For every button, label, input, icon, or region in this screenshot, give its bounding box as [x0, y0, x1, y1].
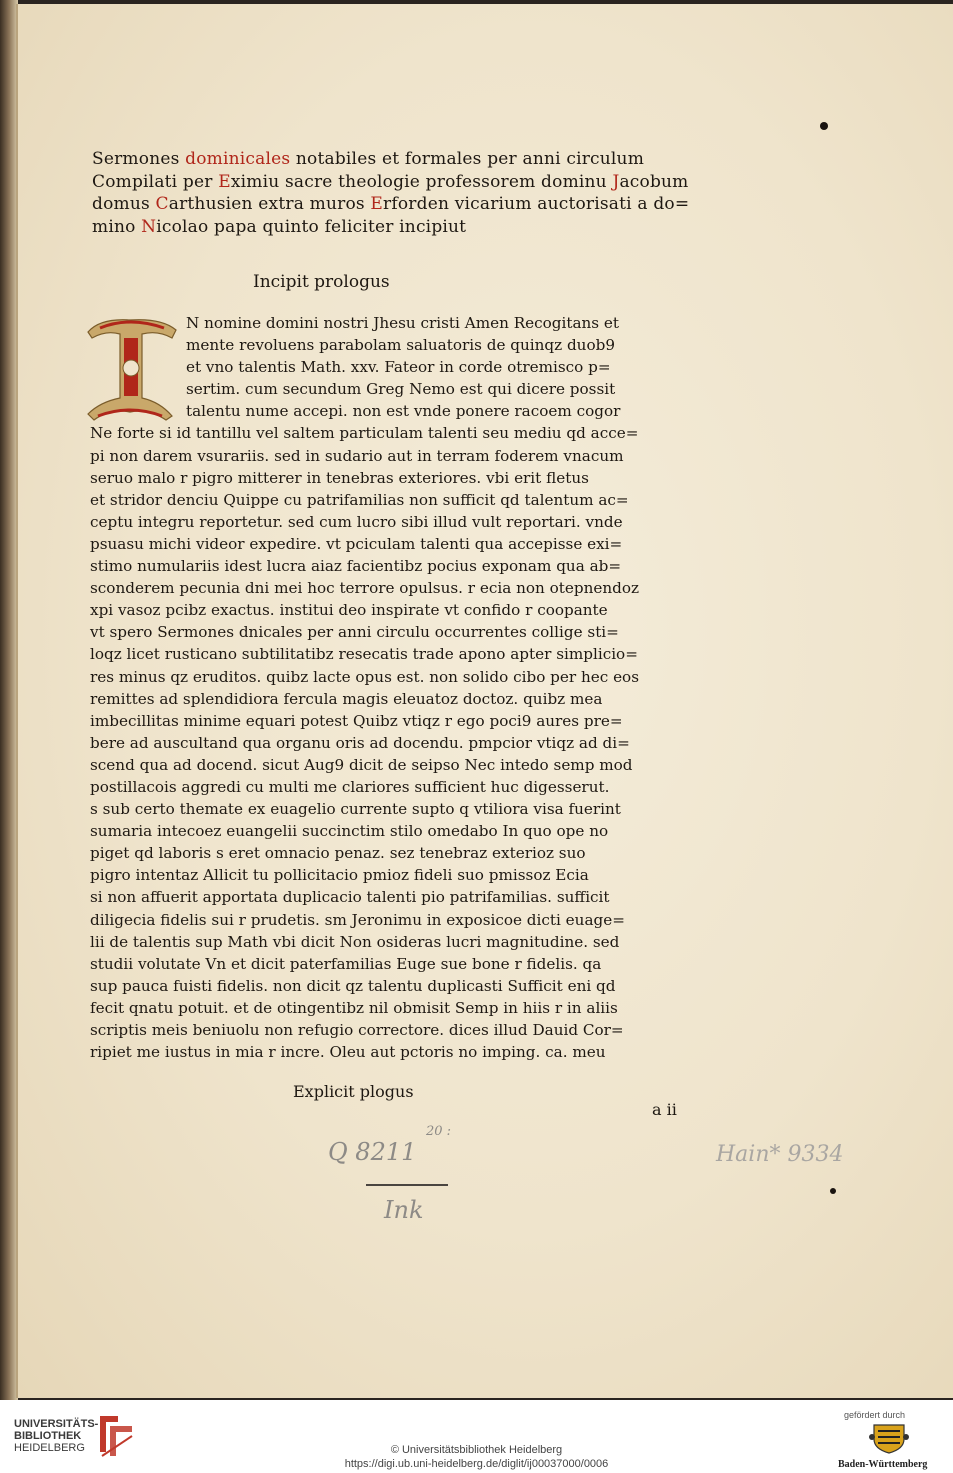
rubric-segment: E — [370, 194, 384, 214]
rubric-segment: acobum — [619, 171, 689, 192]
text-line: loqz licet rusticano subtilitatibz resecatis trade apono apter simplicio= — [90, 645, 638, 664]
text-line: res minus qz eruditos. quibz lacte opus est. non solido cibo per hec eos — [90, 667, 639, 686]
signature-mark: a ii — [652, 1100, 677, 1119]
text-line: stimo numulariis idest lucra aiaz facientibz pocius exponam qua ab= — [90, 557, 622, 576]
rubric-segment: icolao papa quinto feliciter incipiut — [156, 216, 467, 237]
text-line: sconderem pecunia dni mei hoc terrore opulsus. r ecia non otepnendoz — [90, 579, 640, 598]
ink-spot — [830, 1188, 836, 1194]
rubric-line — [92, 148, 712, 171]
text-line: imbecillitas minime equari potest Quibz vtiqz r ego poci9 aures pre= — [90, 711, 623, 730]
text-line: scend qua ad docend. sicut Aug9 dicit de seipso Nec intedo semp mod — [90, 755, 633, 774]
permalink-url[interactable]: https://digi.ub.uni-heidelberg.de/diglit/ij00037000/0006 — [344, 1458, 609, 1470]
logo-line-1: UNIVERSITÄTS- — [14, 1418, 99, 1430]
text-line: sertim. cum secundum Greg Nemo est qui dicere possit — [186, 380, 616, 399]
text-line: postillacois aggredi cu multi me clariores sufficient huc digesserut. — [90, 777, 610, 796]
text-line: ripiet me iustus in mia r incre. Oleu aut pctoris no imping. ca. meu — [90, 1043, 606, 1062]
text-line: pi non darem vsurariis. sed in sudario aut in terram foderem vnacum — [90, 446, 624, 465]
text-line: si non affuerit apportata duplicacio talenti pio patrifamilias. sufficit — [90, 888, 610, 907]
sponsor-label: gefördert durch — [844, 1410, 906, 1420]
rubric-segment: Sermones — [92, 149, 186, 169]
rubric-segment: C — [155, 194, 169, 214]
text-line: s sub certo themate ex euagelio currente supto q vtiliora visa fuerint — [90, 800, 621, 819]
text-line: talentu nume accepi. non est vnde ponere racoem cogor — [186, 402, 621, 421]
text-line: fecit qnatu potuit. et de otingentibz nil obmisit Semp in hiis r in aliis — [90, 998, 618, 1017]
logo-line-2: BIBLIOTHEK — [14, 1430, 82, 1442]
rubric-segment: Compilati per — [92, 171, 219, 192]
rubric-segment: N — [141, 216, 157, 237]
text-line: N nomine domini nostri Jhesu cristi Amen Recogitans et — [186, 314, 619, 332]
text-line: piget qd laboris s eret omnacio penaz. sez tenebraz exterioz suo — [90, 844, 586, 863]
text-line: studii volutate Vn et dicit paterfamilias Euge sue bone r fidelis. qa — [90, 954, 602, 973]
text-line: et stridor denciu Quippe cu patrifamilias non sufficit qd talentum ac= — [90, 490, 629, 509]
pencil-initials: Ink — [384, 1196, 424, 1224]
text-line: diligecia fidelis sui r prudetis. sm Jeronimu in exposicoe dicti euage= — [90, 910, 625, 929]
copyright-notice: © Universitätsbibliothek Heidelberg — [390, 1444, 563, 1456]
explicit-line: Explicit plogus — [293, 1082, 414, 1101]
text-line: sumaria intecoez euangelii succinctim stilo omedabo In quo ope no — [90, 822, 609, 841]
prologue-body-text — [90, 312, 710, 1063]
text-line: psuasu michi videor expedire. vt pciculam talenti qua accepisse exi= — [90, 534, 623, 553]
rubric-line — [92, 193, 712, 216]
rubric-segment: ximiu sacre theologie professorem dominu — [230, 171, 613, 192]
text-line: vt spero Sermones dnicales per anni circulu occurrentes collige sti= — [90, 623, 619, 642]
rubric-segment: dominicales — [185, 149, 291, 169]
text-line: mente revoluens parabolam saluatoris de quinqz duob9 — [186, 336, 615, 355]
rubric-segment: notabiles et formales per anni circulum — [290, 149, 645, 169]
text-line: remittes ad splendidiora fercula magis eleuatoz doctoz. quibz mea — [90, 689, 603, 708]
pencil-superscript: 20 : — [426, 1124, 452, 1139]
rubric-segment: arthusien extra muros — [168, 194, 371, 214]
text-line: et vno talentis Math. xxv. Fateor in corde otremisco p= — [186, 358, 611, 377]
prologue-heading: Incipit prologus — [253, 272, 390, 292]
rubric-segment: mino — [92, 216, 142, 237]
rubric-segment: rforden vicarium auctorisati a do= — [383, 194, 690, 214]
rubric-line — [92, 171, 712, 194]
ink-spot — [820, 122, 828, 130]
text-line: pigro intentaz Allicit tu pollicitacio pmioz fideli suo pmissoz Ecia — [90, 866, 589, 885]
text-line: sup pauca fuisti fidelis. non dicit qz talentu duplicasti Sufficit eni qd — [90, 976, 616, 995]
rubric-segment: J — [612, 171, 620, 192]
text-line: ceptu integru reportetur. sed cum lucro sibi illud vult reportari. vnde — [90, 512, 623, 531]
rubric-segment: E — [218, 171, 231, 192]
text-line: bere ad auscultand qua organu oris ad docendu. pmpcior vtiqz ad di= — [90, 733, 630, 752]
text-line: scriptis meis beniuolu non refugio correctore. dices illud Dauid Cor= — [90, 1021, 624, 1039]
baden-wuerttemberg-emblem-icon — [868, 1421, 910, 1455]
rubric-title-block — [92, 148, 712, 238]
logo-line-3: HEIDELBERG — [14, 1442, 85, 1454]
text-line: lii de talentis sup Math vbi dicit Non osideras lucri magnitudine. sed — [90, 932, 620, 951]
text-line: seruo malo r pigro mitterer in tenebras exteriores. vbi erit fletus — [90, 468, 589, 487]
pencil-hain-reference: Hain* 9334 — [716, 1142, 844, 1167]
text-line: Ne forte si id tantillu vel saltem particulam talenti seu mediu qd acce= — [90, 424, 639, 443]
pencil-rule — [366, 1184, 448, 1186]
rubric-line — [92, 216, 712, 239]
sponsor-name: Baden-Württemberg — [838, 1459, 928, 1470]
text-line: xpi vasoz pcibz exactus. institui deo inspirate vt confido r coopante — [90, 601, 608, 620]
rubric-segment: domus — [92, 194, 156, 214]
pencil-shelfmark: Q 8211 — [328, 1138, 417, 1166]
